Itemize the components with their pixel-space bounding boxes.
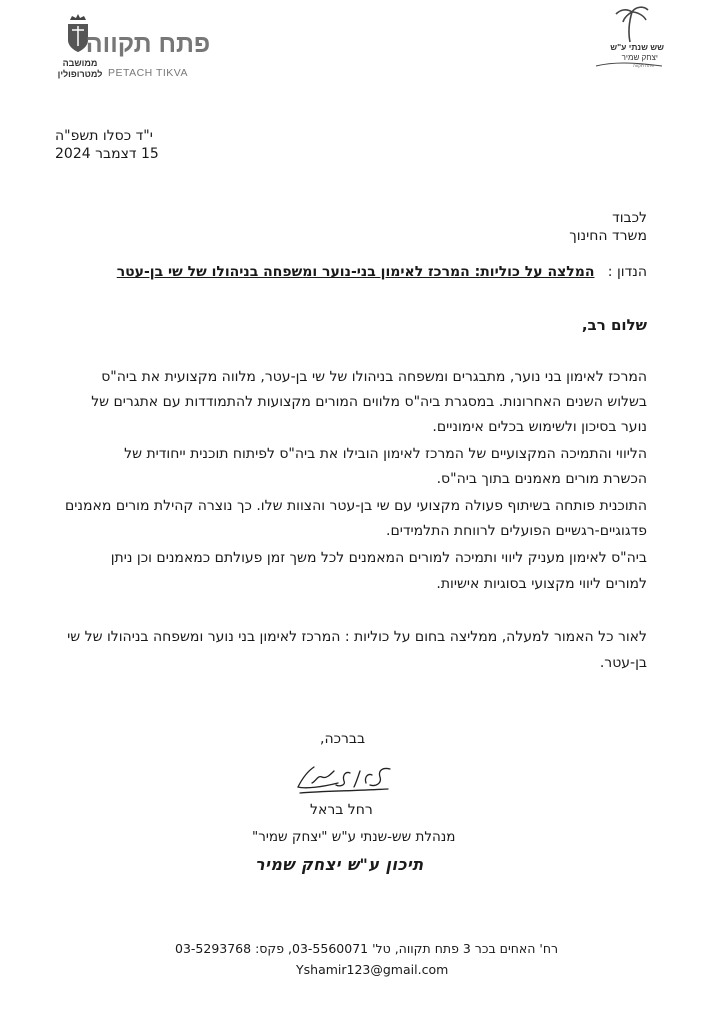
footer-address: רח' האחים בכר 3 פתח תקווה, טל' 03-5560071, פקס: 03-5293768 bbox=[175, 941, 559, 956]
body-line: המרכז לאימון בני נוער, מתבגרים ומשפחה בניהולו של שי בן-עטר, מלווה מקצועית את ביה"ס bbox=[101, 369, 647, 385]
body-line: פדגוגיים-רגשיים הפועלים לרווחת התלמידים. bbox=[386, 523, 647, 539]
body-line: התוכנית פותחה בשיתוף פעולה מקצועי עם שי בן-עטר והצוות שלו. כך נוצרה קהילת מורים מאמנים bbox=[64, 498, 647, 514]
date-gregorian: 15 דצמבר 2024 bbox=[55, 146, 159, 162]
body-line: הכשרת מורים מאמנים בתוך ביה"ס. bbox=[436, 471, 647, 487]
date-hebrew: י"ד כסלו תשפ"ה bbox=[55, 128, 153, 144]
body-line: ביה"ס לאימון מעניק ליווי ותמיכה למורים המאמנים לכל משך זמן פעולתם כמאמנים וכן ניתן bbox=[110, 550, 647, 566]
body-line: נוער בסיכון ולשימוש בכלים אימוניים. bbox=[432, 419, 647, 435]
body-line: בשלוש השנים האחרונות. במסגרת ביה"ס מלווים המורים מקצועות להתמודדות עם אתגרים של bbox=[91, 394, 647, 410]
footer-email[interactable]: Yshamir123@gmail.com bbox=[296, 962, 449, 977]
palm-tree-icon bbox=[616, 7, 648, 42]
subject-prefix: הנדון : bbox=[607, 264, 647, 280]
city-latin-name: PETACH TIKVA bbox=[107, 67, 189, 79]
body-line: למורים ליווי מקצועי בסוגיות אישיות. bbox=[436, 576, 647, 592]
school-logo bbox=[592, 4, 666, 70]
recipient-salutation: לכבוד bbox=[612, 210, 647, 226]
closing-line: בן-עטר. bbox=[599, 655, 647, 671]
school-logo-line-1: שש שנתי ע"ש bbox=[610, 42, 664, 52]
city-hebrew-name: פתח תקווה bbox=[85, 30, 211, 58]
school-stamp: תיכון ע"ש יצחק שמיר bbox=[255, 855, 424, 874]
signoff-blessing: בברכה, bbox=[320, 731, 366, 747]
closing-line: לאור כל האמור למעלה, ממליצה בחום על כוליות : המרכז לאימון בני נוער ומשפחה בניהולו של שי bbox=[67, 629, 647, 645]
school-logo-line-3: פתח תקווה bbox=[633, 63, 654, 68]
handwritten-signature bbox=[292, 757, 398, 801]
recipient-name: משרד החינוך bbox=[569, 228, 647, 244]
subject-text: המלצה על כוליות: המרכז לאימון בני-נוער ומשפחה בניהולו של שי בן-עטר bbox=[116, 264, 595, 280]
greeting: שלום רב, bbox=[581, 316, 647, 334]
city-tagline-line-1: ממושבה bbox=[62, 58, 98, 68]
city-logo bbox=[34, 14, 211, 80]
body-line: הליווי והתמיכה המקצועיים של המרכז לאימון הובילו את ביה"ס לפיתוח תוכנית ייחודית של bbox=[124, 446, 647, 462]
subject-line bbox=[117, 263, 647, 281]
signoff-title: מנהלת שש-שנתי ע"ש "יצחק שמיר" bbox=[252, 829, 456, 845]
city-tagline-line-2: למטרופולין bbox=[57, 69, 103, 79]
school-logo-line-2: יצחק שמיר bbox=[621, 53, 658, 62]
signoff-name: רחל בראל bbox=[310, 802, 373, 818]
